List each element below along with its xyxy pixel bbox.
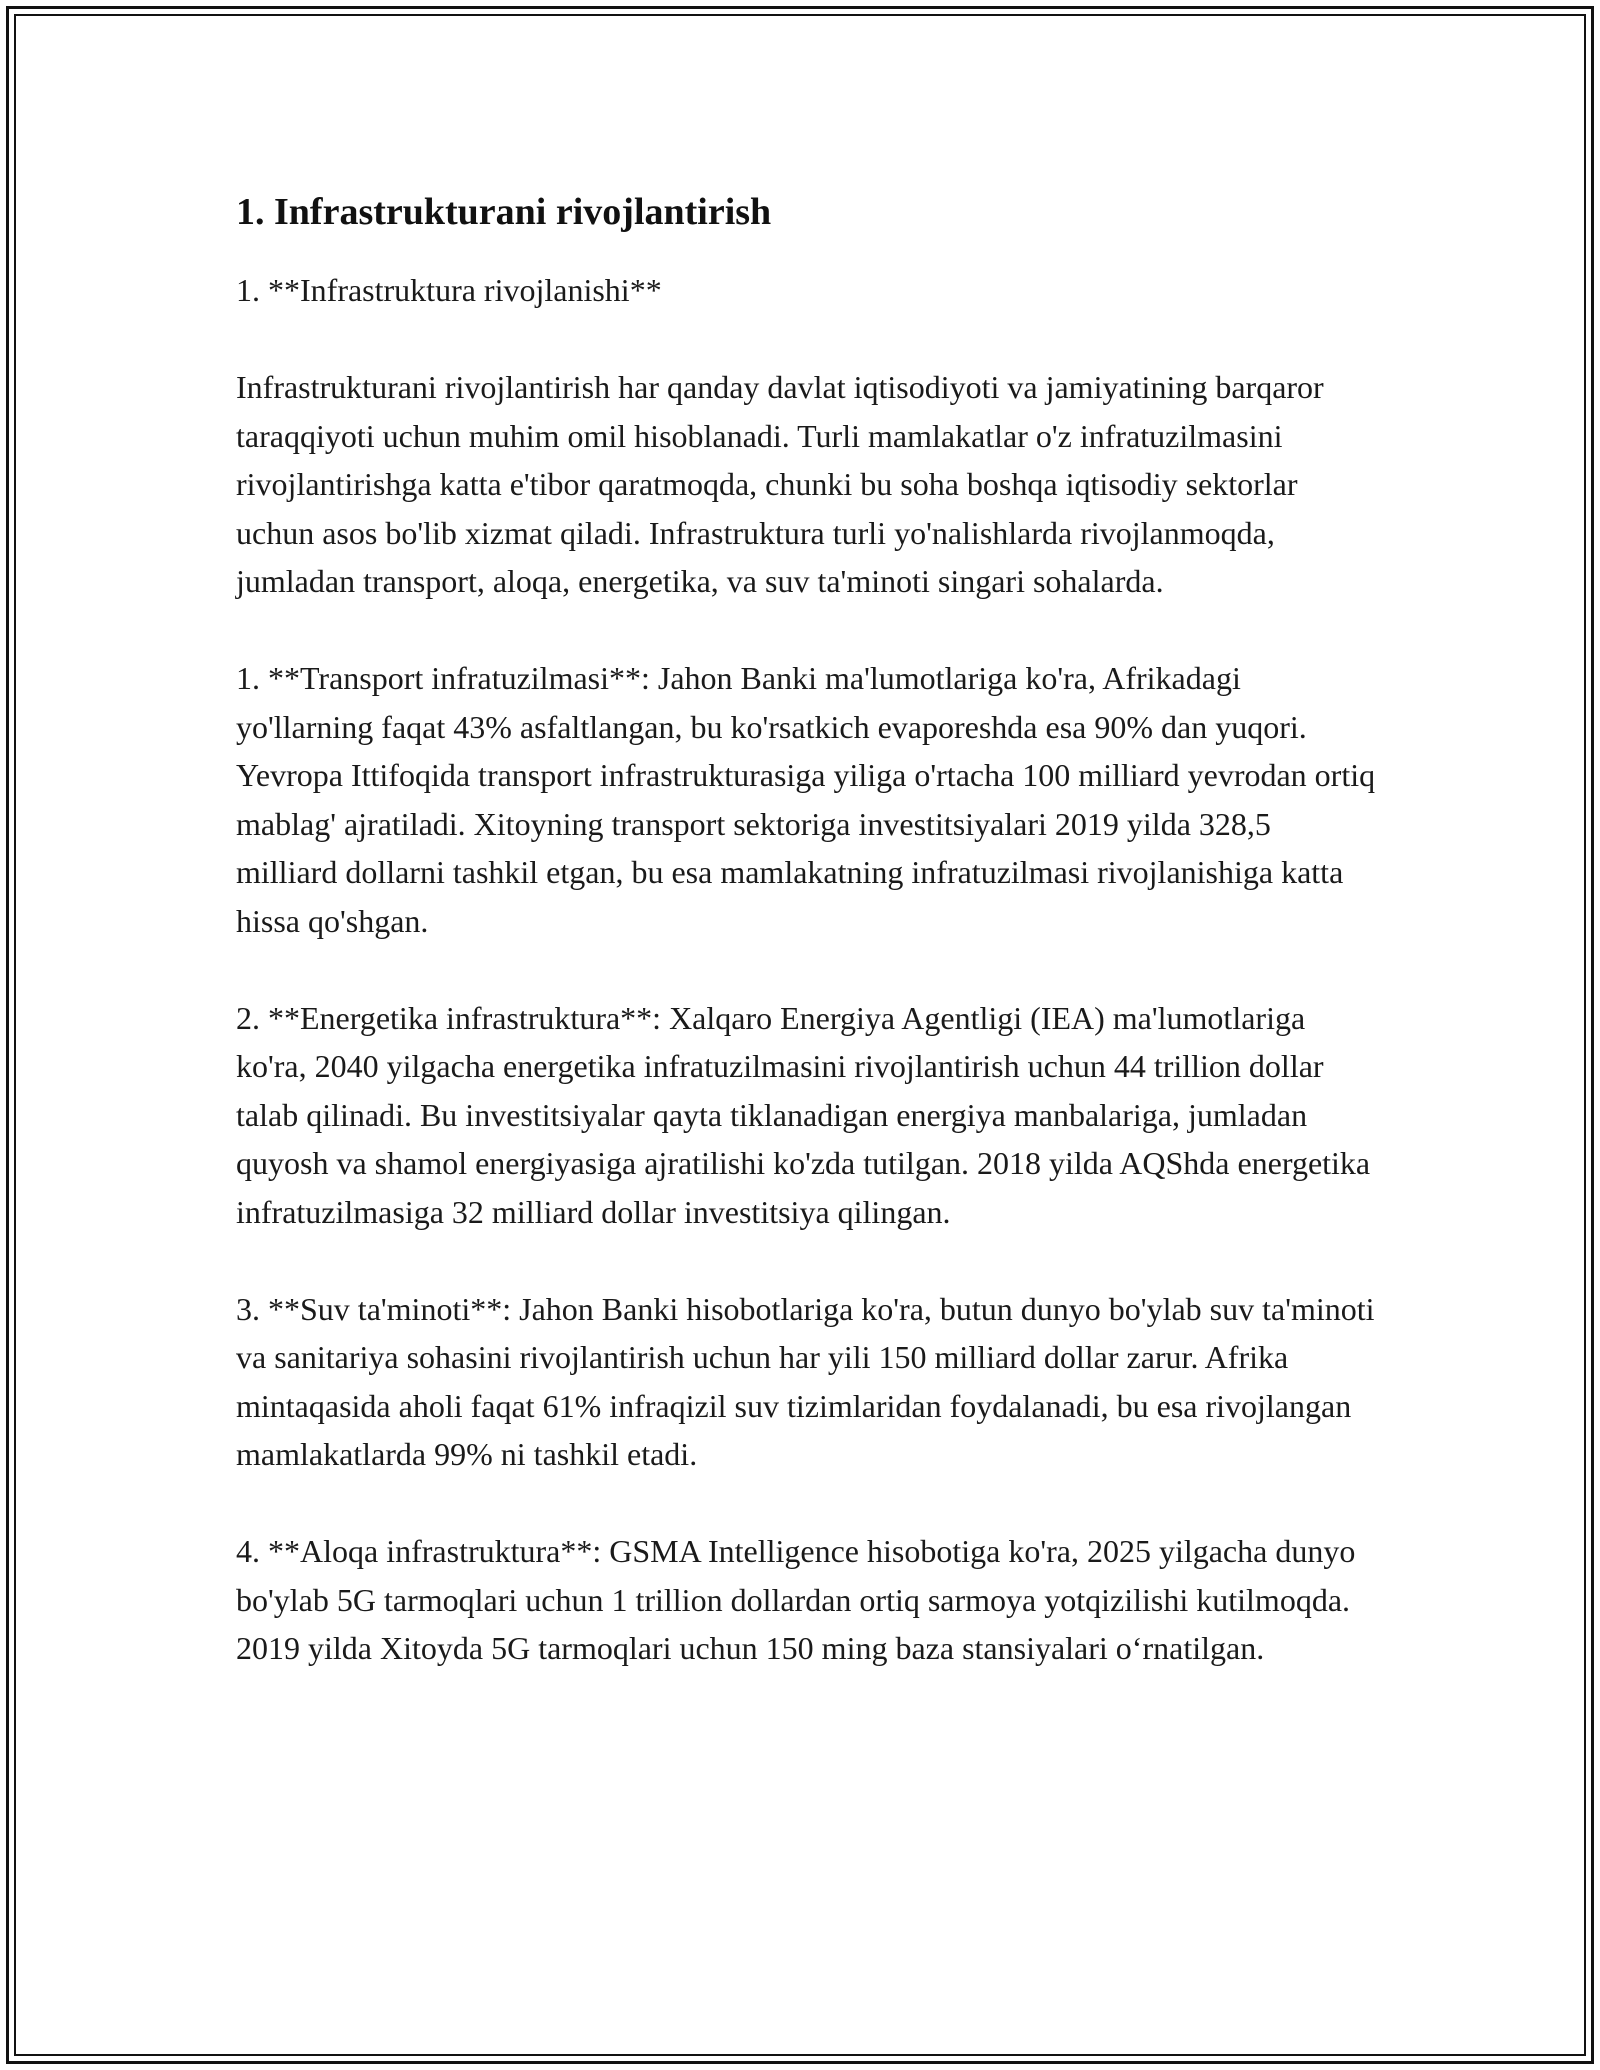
- document-body: [236, 184, 1376, 1721]
- sub-heading: 1. **Infrastruktura rivojlanishi**: [236, 272, 662, 308]
- list-item-transport: 1. **Transport infratuzilmasi**: Jahon Banki ma'lumotlariga ko'ra, Afrikadagi yo'llarning faqat 43% asfaltlangan, bu ko'rsatkich evaporeshda esa 90% dan yuqori. Yevropa Ittifoqida transport infrastrukturasiga yiliga o'rtacha 100 milliard yevrodan ortiq mablag' ajratiladi. Xitoyning transport sektoriga investitsiyalari 2019 yilda 328,5 milliard dollarni tashkil etgan, bu esa mamlakatning infratuzilmasi rivojlanishiga katta hissa qo'shgan.: [236, 660, 1376, 939]
- intro-paragraph: Infrastrukturani rivojlantirish har qanday davlat iqtisodiyoti va jamiyatining barqaror taraqqiyoti uchun muhim omil hisoblanadi. Turli mamlakatlar o'z infratuzilmasini rivojlantirishga katta e'tibor qaratmoqda, chunki bu soha boshqa iqtisodiy sektorlar uchun asos bo'lib xizmat qiladi. Infrastruktura turli yo'nalishlarda rivojlanmoqda, jumladan transport, aloqa, energetika, va suv ta'minoti singari sohalarda.: [236, 369, 1324, 599]
- list-item-communication: 4. **Aloqa infrastruktura**: GSMA Intelligence hisobotiga ko'ra, 2025 yilgacha dunyo bo'ylab 5G tarmoqlari uchun 1 trillion dollardan ortiq sarmoya yotqizilishi kutilmoqda. 2019 yilda Xitoyda 5G tarmoqlari uchun 150 ming baza stansiyalari oʻrnatilgan.: [236, 1533, 1356, 1666]
- list-item-water: 3. **Suv ta'minoti**: Jahon Banki hisobotlariga ko'ra, butun dunyo bo'ylab suv ta'minoti va sanitariya sohasini rivojlantirish uchun har yili 150 milliard dollar zarur. Afrika mintaqasida aholi faqat 61% infraqizil suv tizimlaridan foydalanadi, bu esa rivojlangan mamlakatlarda 99% ni tashkil etadi.: [236, 1290, 1375, 1472]
- list-item-energy: 2. **Energetika infrastruktura**: Xalqaro Energiya Agentligi (IEA) ma'lumotlariga ko'ra, 2040 yilgacha energetika infratuzilmasini rivojlantirish uchun 44 trillion dollar talab qilinadi. Bu investitsiyalar qayta tiklanadigan energiya manbalariga, jumladan quyosh va shamol energiyasiga ajratilishi ko'zda tutilgan. 2018 yilda AQShda energetika infratuzilmasiga 32 milliard dollar investitsiya qilingan.: [236, 999, 1371, 1230]
- section-heading: 1. Infrastrukturani rivojlantirish: [236, 191, 772, 233]
